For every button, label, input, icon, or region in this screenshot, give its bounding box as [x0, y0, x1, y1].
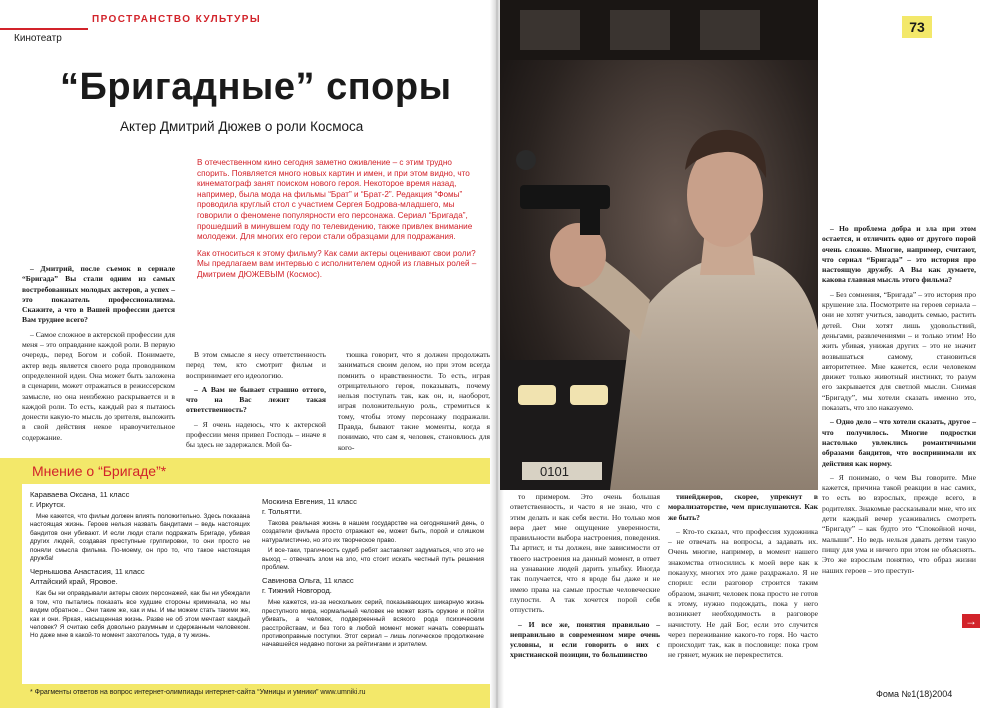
photo-window-pane — [700, 10, 760, 50]
opinions-title: Мнение о “Бригаде”* — [32, 463, 167, 479]
respondent-place: г. Иркутск. — [30, 500, 66, 509]
right-column-1 — [510, 492, 660, 661]
answer: – Я понимаю, о чем Вы говорите. Мне кажется, причина такой реакции в нас самих, то есть во взрослых, прежде всего, в родителях. Знакомые рассказывали мне, что их дети каждый вечер усаживались смотреть “Бригаду” – как будто это “Спокойной ночи, малыши”. Но ведь нельзя давать детям такую пищу для ума и ничего при этом не объяснять. Это же взрослым понятно, что образ жизни наших героев – это преступ- — [822, 472, 976, 575]
question: – Но проблема добра и зла при этом остается, и отличить одно от другого порой очень сложно. Многие, например, считают, что сериал “Бригада” – это история про настоящую дружбу. А Вы как думаете, какова главная мысль этого фильма? — [822, 224, 976, 285]
respondent-name: Москина Евгения, 11 класс — [262, 497, 357, 506]
answer: – Я очень надеюсь, что к актерской профессии меня привел Господь – иначе я бы здесь не задержался. Мой ба- — [186, 419, 326, 450]
page-subtitle: Актер Дмитрий Дюжев о роли Космоса — [120, 119, 364, 134]
car-headlight — [518, 385, 556, 405]
arrow-next-icon: → — [962, 614, 980, 628]
text-column-3 — [338, 350, 490, 453]
page-number: 73 — [902, 16, 932, 38]
text-column-2 — [186, 350, 326, 451]
gun-muzzle — [516, 150, 536, 170]
rubric: Кинотеатр — [14, 33, 62, 44]
lead-text — [197, 158, 482, 281]
right-column-2 — [668, 492, 818, 661]
question: – А Вам не бывает страшно оттого, что на Вас лежит такая ответственность? — [186, 384, 326, 415]
opinions-left-column — [30, 490, 250, 643]
question: – Дмитрий, после съемок в сериале “Бригада” Вы стали одним из самых востребованных молодых актеров, а успех – это показатель профессионализма. Скажите, а что в Вашей профессии дается Вам труднее всего? — [22, 264, 175, 325]
answer: тюшка говорит, что я должен продолжать заниматься своим делом, но при этом всегда помнить о нравственности. То есть, играя отрицательного героя, показывать, почему нельзя поступать так, как он, и, наоборот, играя положительную роль, стремиться к тому, чтобы этому персонажу подражали. Правда, бывают такие моменты, когда я понимаю, что сам я, человек, становлюсь для кого- — [338, 350, 490, 452]
text-column-1 — [22, 264, 175, 443]
answer: – Без сомнения, “Бригада” – это история про крушение зла. Посмотрите на героев сериала – они не хотят учиться, заводить семью, растить детей. Они хотят лишь удовольствий, деньгами, развлечениями – и только этим! Но жить убивая, унижая других – это не значит возвышаться самому, становиться авторитетнее. Мне кажется, если человеком движет только животный инстинкт, то разум его закрывается для светлой мысли. Снимая “Бригаду”, мы хотели сказать именно это, показать, что зло наказуемо. — [822, 289, 976, 413]
page-title: “Бригадные” споры — [60, 66, 452, 108]
respondent-text: Таковa реальная жизнь в нашем государстве на сегодняшний день, о создатели фильма просто отражают ее, может быть, порой и слишком натуралистично, но это их творческое право. — [262, 520, 484, 544]
respondent-place: г. Тижний Новгород. — [262, 586, 332, 596]
answer: – Кто-то сказал, что профессия художника – не отвечать на вопросы, а задавать их. Очень многие, например, в момент нашего знакомства относились к моей вере как к показуху, многих это даже раздражало. Я не спорил: если разговор строится таким образом, значит, человек пока просто не готов к этому, нужно подождать, пока у него возникнет необходимость в разговоре начистоту. Не дай Бог, если это случится через переживание какого-то горя. Но часто происходит так, как в пословице: пока гром не грянет, мужик не перекрестится. — [668, 526, 818, 660]
lead-paragraph-2: Как относиться к этому фильму? Как сами актеры оценивают свои роли? Мы предлагаем вам интервью с исполнителем одной из главных ролей – Дмитрием ДЮЖЕВЫМ (Космос). — [197, 248, 477, 279]
car-plate-text: 0101 — [540, 464, 569, 479]
magazine-footer: Фома №1(18)2004 — [876, 689, 953, 699]
respondent-text: Мне кажется, из-за нескольких серий, показывающих шикарную жизнь преступного мира, нормальный человек не может взять оружие и пойти убивать, а человек, подверженный всякого рода психическим расстройствам, и без того в любой момент может начать совершать противоправные поступки. Этот сериал – лишь логическое продолжение начавшейся недавно погони за рейтингами и зрителем. — [262, 599, 484, 649]
actor-photo — [500, 0, 818, 490]
respondent-text: Мне кажется, что фильм должен влиять положительно. Здесь показана настоящая жизнь. Героев нельзя назвать бандитами – ведь настоящих бандитов они убивают. И если люди стали подражать Бригаде, убивая других людей, создавая преступные группировки, то они просто не поняли смысла фильма. По-моему, он про то, что такое настоящая дружба! — [30, 513, 250, 563]
car-headlight — [570, 385, 608, 405]
gun-grip — [580, 205, 600, 235]
question: тинейджеров, скорее, упрекнут в морализаторстве, чем прислушаются. Как же быть? — [668, 492, 818, 522]
lead-paragraph-1: В отечественном кино сегодня заметно оживление – с этим трудно спорить. Появляется много новых картин и имен, и при этом видно, что кинематограф занят поиском нового героя. Некоторое время назад, например, была мода на фильмы “Брат” и “Брат-2”. Редакция “Фомы” проводила круглый стол с участием Сергея Бодрова-младшего, мы говорили о феномене популярности его персонажа. Сериал “Бригада”, прошедший в минувшем году по телевидению, также привлек внимание молодежи. Для многих его герои стали образцами для подражания. — [197, 158, 473, 242]
question: – И все же, понятия правильно – неправильно в современном мире очень условны, и если говорить о них с христианской позиции, то большинство — [510, 619, 660, 660]
respondent-text: И все-таки, трагичность судеб ребят заставляет задуматься, что это не выход – отвечать злом на зло, что стоит искать честный путь решения проблем. — [262, 547, 484, 572]
opinions-right-column — [262, 497, 484, 652]
answer: – Самое сложное в актерской профессии для меня – это оправдание каждой роли. В первую очередь, перед Богом и собой. Понимаете, актер ведь является своего рода проводником определенной идеи. Она может быть заложена в сценарии, может отражаться в режиссерском замысле, но она неизбежно раскрывается и в каждой роли. То есть, каждый раз я пытаюсь донести какую-то мысль до зрителя, выложить в свой действия некое нравоучительное содержание. — [22, 329, 175, 442]
header-rule — [0, 28, 88, 30]
respondent-text: Как бы ни оправдывали актеры своих персонажей, как бы ни убеждали в том, что пытались показать все худшие стороны криминала, но мы видим обратное... Они такие же, как и мы. И мы можем стать такими же, как и они. Яркая, насыщенная жизнь. Разве не об этом мечтает каждый человек? Я считаю себя довольно разумным и сдержанным человеком. Но даже мне в какой-то момент захотелось туда, в ту жизнь. — [30, 590, 250, 640]
section-header: ПРОСТРАНСТВО КУЛЬТУРЫ — [92, 14, 262, 25]
question: – Одно дело – что хотели сказать, другое – что получилось. Многие подростки настолько увлеклись романтичными образами бандитов, что воспринимали их действия как норму. — [822, 417, 976, 468]
respondent-name: Караваева Оксана, 11 класс — [30, 490, 130, 499]
respondent-place: г. Тольятти. — [262, 507, 302, 516]
respondent-name: Савинова Ольга, 11 класс — [262, 576, 354, 586]
right-column-3 — [822, 224, 976, 576]
respondent-place: Алтайский край, Яровое. — [30, 577, 118, 587]
answer: тo примером. Это очень большая ответственность, и часто я не знаю, что с этим делать и как себя вести. Но только моя вера дает мне ощущение уверенности, правильности выбора настроения, поведения. Ты артист, и ты должен, вне зависимости от твоего настроения на данный момент, в ответ на узнавание людей дарить улыбку. Иногда так получается, что я вроде бы даже и не имею права на самые простые человеческие глупости. А так хочется порой себя отпустить. — [510, 492, 660, 615]
answer: В этом смысле я несу ответственность перед тем, кто смотрит фильм и воспринимает его идеологию. — [186, 350, 326, 380]
respondent-name: Чернышова Анастасия, 11 класс — [30, 567, 145, 577]
photo-window-pane — [520, 10, 580, 50]
opinions-footnote: * Фрагменты ответов на вопрос интернет-олимпиады интернет-сайта “Умницы и умники” www.umniki.ru — [30, 689, 366, 696]
photo-window-pane — [610, 10, 670, 50]
